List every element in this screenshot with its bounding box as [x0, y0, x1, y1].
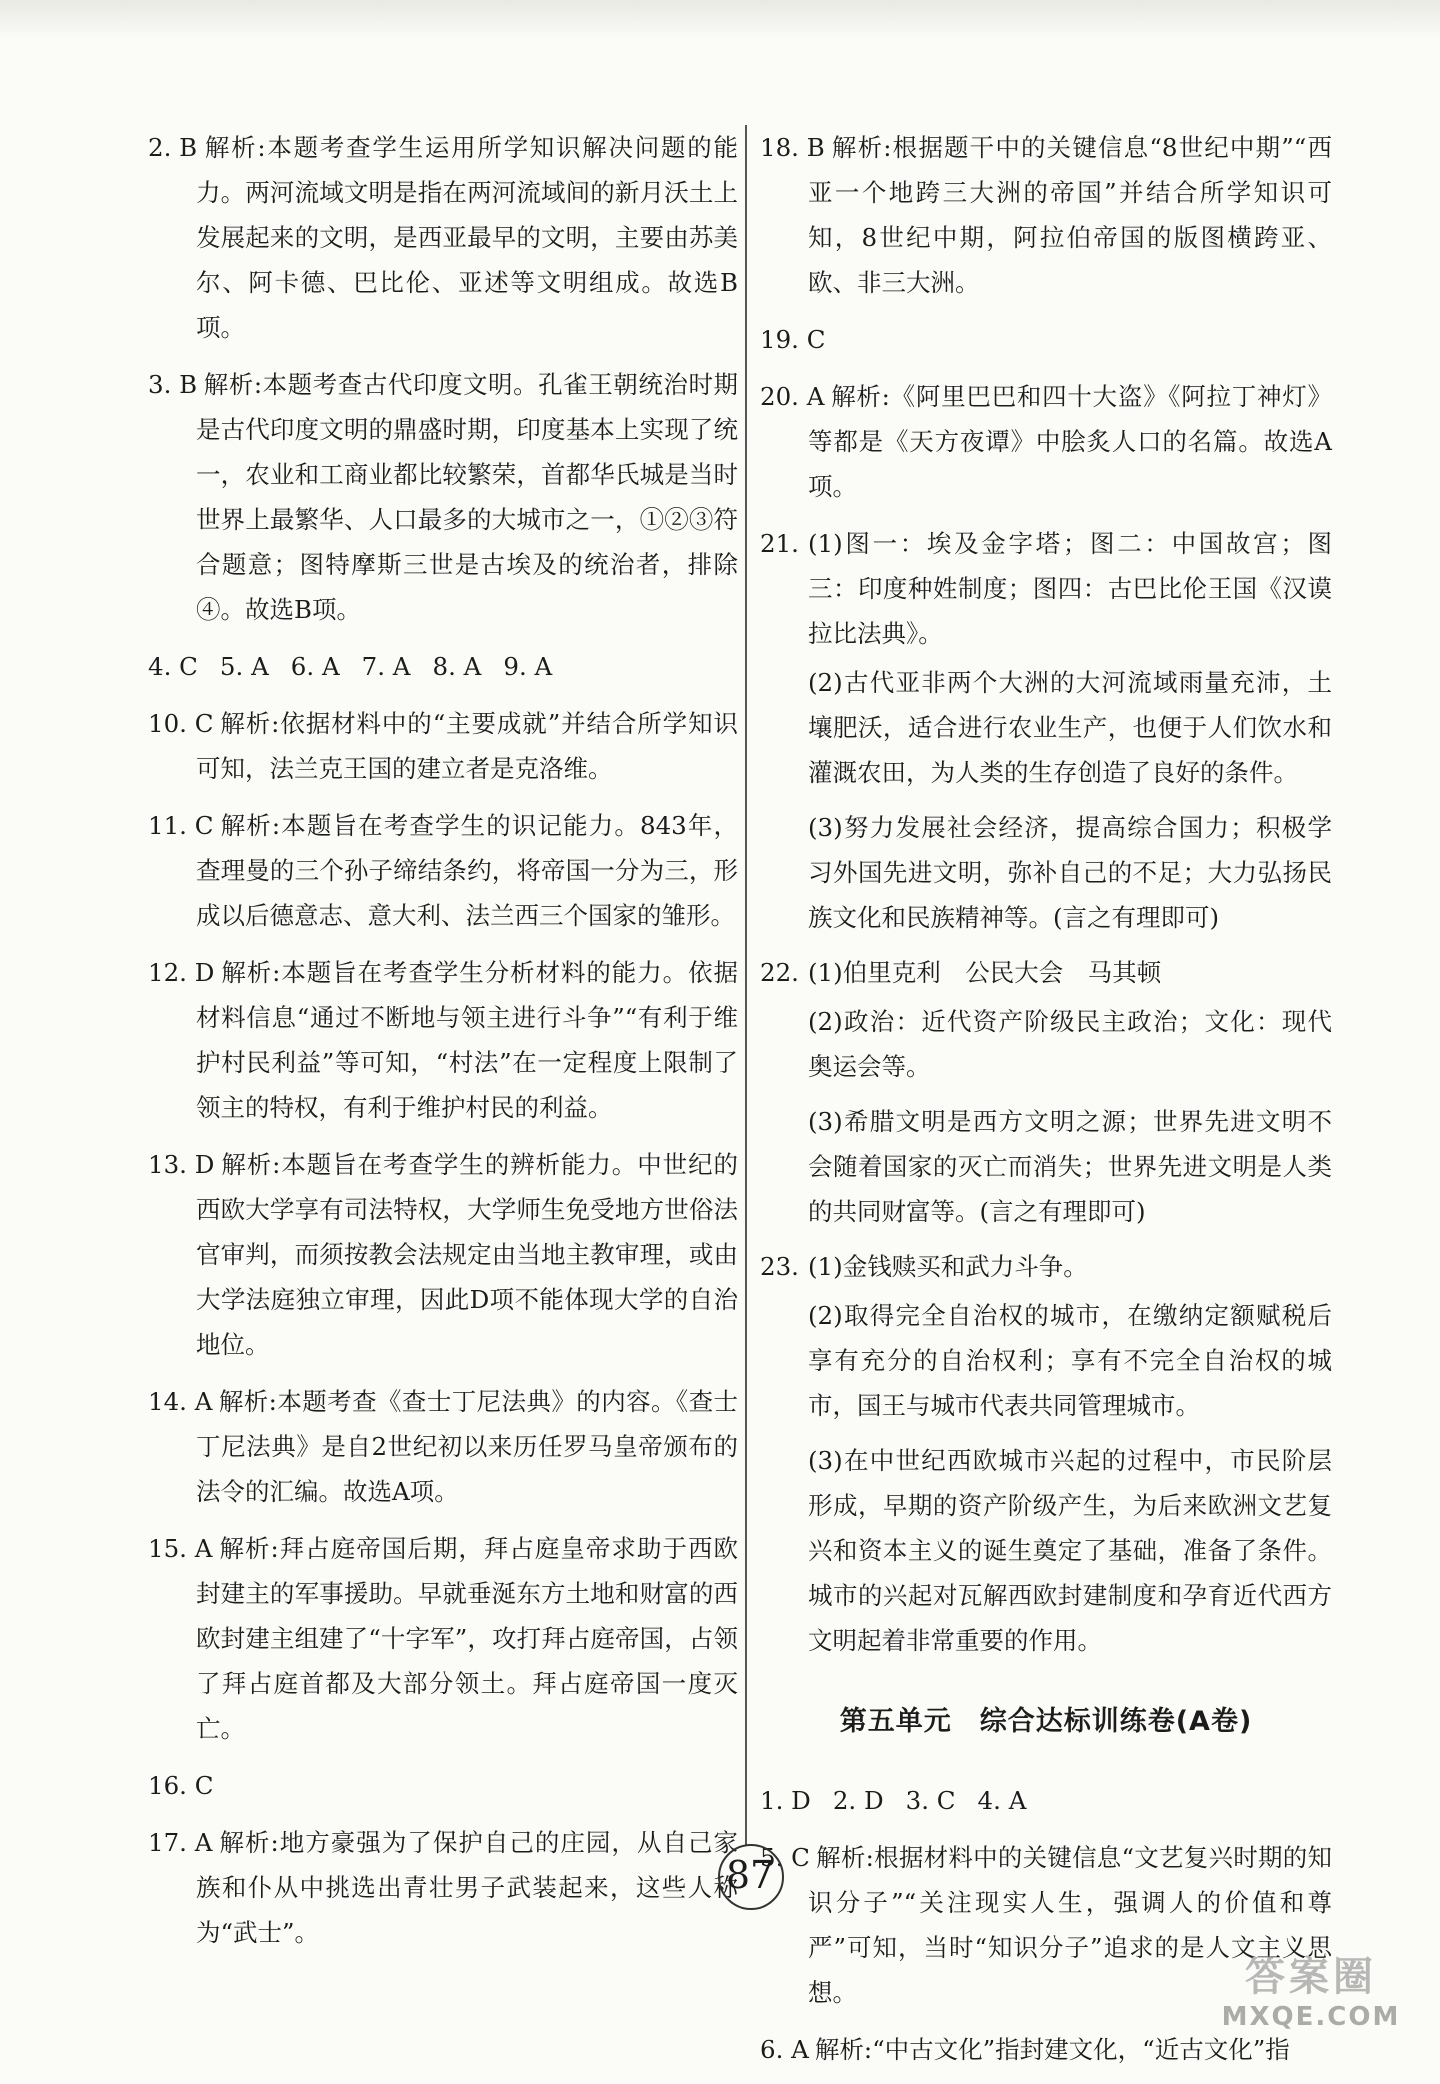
- answer-item: 18. B 解析:根据题干中的关键信息“8世纪中期”“西亚一个地跨三大洲的帝国”并结合所学知识可知，8世纪中期，阿拉伯帝国的版图横跨亚、欧、非三大洲。: [760, 133, 1332, 297]
- short-answer-row: 4. C 5. A 6. A 7. A 8. A 9. A: [148, 652, 553, 681]
- answer-item: 17. A 解析:地方豪强为了保护自己的庄园，从自己家族和仆从中挑选出青壮男子武装起来，这些人称为“武士”。: [148, 1828, 738, 1947]
- answer-item: 5. C 解析:根据材料中的关键信息“文艺复兴时期的知识分子”“关注现实人生，强调人的价值和尊严”可知，当时“知识分子”追求的是人文主义思想。: [760, 1843, 1332, 2007]
- answer-subpart: (3)努力发展社会经济，提高综合国力；积极学习外国先进文明，弥补自己的不足；大力弘扬民族文化和民族精神等。(言之有理即可): [808, 813, 1332, 932]
- answer-subpart: (2)取得完全自治权的城市，在缴纳定额赋税后享有充分的自治权利；享有不完全自治权的城市，国王与城市代表共同管理城市。: [808, 1301, 1332, 1420]
- answer-subpart: (2)政治：近代资产阶级民主政治；文化：现代奥运会等。: [808, 1007, 1332, 1081]
- answer-item: 23. (1)金钱赎买和武力斗争。: [760, 1252, 1088, 1281]
- answer-item: 21. (1)图一：埃及金字塔；图二：中国故宫；图三：印度种姓制度；图四：古巴比伦王国《汉谟拉比法典》。: [760, 529, 1332, 648]
- answer-item: 6. A 解析:“中古文化”指封建文化，“近古文化”指: [760, 2035, 1290, 2064]
- answer-item: 14. A 解析:本题考查《查士丁尼法典》的内容。《查士丁尼法典》是自2世纪初以来历任罗马皇帝颁布的法令的汇编。故选A项。: [148, 1387, 739, 1506]
- scan-edge: [0, 0, 1440, 40]
- answer-item: 2. B 解析:本题考查学生运用所学知识解决问题的能力。两河流域文明是指在两河流域间的新月沃土上发展起来的文明，是西亚最早的文明，主要由苏美尔、阿卡德、巴比伦、亚述等文明组成。故选B项。: [148, 133, 738, 342]
- answer-subpart: (3)在中世纪西欧城市兴起的过程中，市民阶层形成，早期的资产阶级产生，为后来欧洲文艺复兴和资本主义的诞生奠定了基础，准备了条件。城市的兴起对瓦解西欧封建制度和孕育近代西方文明起着非常重要的作用。: [808, 1446, 1332, 1655]
- section-title: 第五单元 综合达标训练卷(A卷): [839, 1706, 1253, 1737]
- column-divider: [745, 125, 747, 1845]
- answer-item: 10. C 解析:依据材料中的“主要成就”并结合所学知识可知，法兰克王国的建立者是克洛维。: [148, 709, 738, 783]
- short-answer-row: 1. D 2. D 3. C 4. A: [760, 1786, 1027, 1815]
- watermark-logo: 答案圈 MXQE.COM: [1221, 1954, 1401, 2032]
- answer-item: 13. D 解析:本题旨在考查学生的辨析能力。中世纪的西欧大学享有司法特权，大学师生免受地方世俗法官审判，而须按教会法规定由当地主教审理，或由大学法庭独立审理，因此D项不能体现大学的自治地位。: [148, 1150, 738, 1359]
- page-number: 87: [700, 1840, 800, 1910]
- right-column: [760, 125, 1332, 2084]
- answer-item: 12. D 解析:本题旨在考查学生分析材料的能力。依据材料信息“通过不断地与领主进行斗争”“有利于维护村民利益”等可知，“村法”在一定程度上限制了领主的特权，有利于维护村民的利益。: [148, 958, 738, 1122]
- answer-subpart: (2)古代亚非两个大洲的大河流域雨量充沛，土壤肥沃，适合进行农业生产，也便于人们饮水和灌溉农田，为人类的生存创造了良好的条件。: [808, 668, 1332, 787]
- left-column: [148, 125, 738, 1967]
- answer-item: 11. C 解析:本题旨在考查学生的识记能力。843年，查理曼的三个孙子缔结条约，将帝国一分为三，形成以后德意志、意大利、法兰西三个国家的雏形。: [148, 811, 738, 930]
- answer-item: 3. B 解析:本题考查古代印度文明。孔雀王朝统治时期是古代印度文明的鼎盛时期，印度基本上实现了统一，农业和工商业都比较繁荣，首都华氏城是当时世界上最繁华、人口最多的大城市之一，①②③符合题意；图特摩斯三世是古埃及的统治者，排除④。故选B项。: [148, 370, 738, 624]
- answer-subpart: (3)希腊文明是西方文明之源；世界先进文明不会随着国家的灭亡而消失；世界先进文明是人类的共同财富等。(言之有理即可): [808, 1107, 1332, 1226]
- answer-item: 16. C: [148, 1771, 214, 1800]
- answer-item: 19. C: [760, 325, 826, 354]
- answer-item: 15. A 解析:拜占庭帝国后期，拜占庭皇帝求助于西欧封建主的军事援助。早就垂涎东方土地和财富的西欧封建主组建了“十字军”，攻打拜占庭帝国，占领了拜占庭首都及大部分领土。拜占庭帝国一度灭亡。: [148, 1534, 738, 1743]
- answer-item: 22. (1)伯里克利 公民大会 马其顿: [760, 958, 1162, 987]
- answer-item: 20. A 解析:《阿里巴巴和四十大盗》《阿拉丁神灯》等都是《天方夜谭》中脍炙人口的名篇。故选A项。: [760, 382, 1332, 501]
